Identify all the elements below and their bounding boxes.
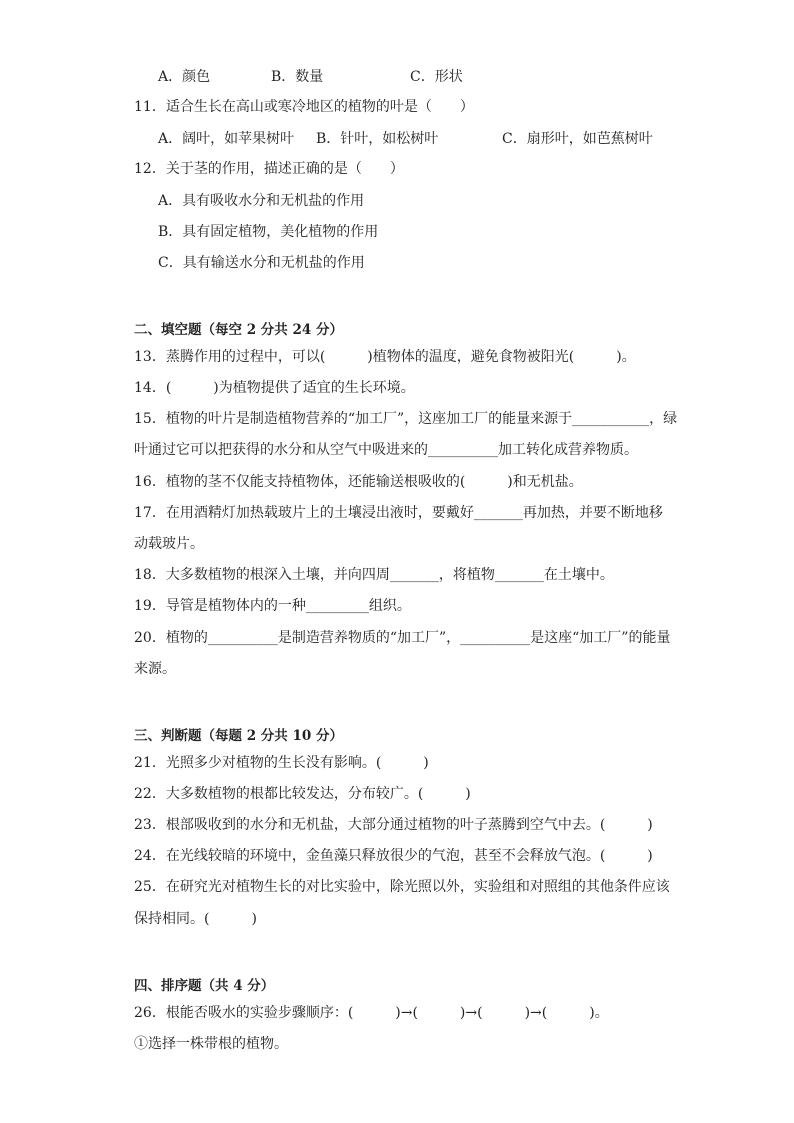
q17-line-1: 17．在用酒精灯加热载玻片上的土壤浸出液时，要戴好_______再加热，并要不断地移 [134, 505, 663, 521]
q22: 22．大多数植物的根都比较发达，分布较广。( ) [134, 786, 471, 802]
q17-line-2: 动载玻片。 [134, 536, 204, 552]
q10-option-c: C．形状 [410, 69, 463, 85]
q20-line-2: 来源。 [134, 661, 176, 677]
q15-line-2: 叶通过它可以把获得的水分和从空气中吸进来的__________加工转化成营养物质。 [134, 442, 638, 458]
q14: 14．( )为植物提供了适宜的生长环境。 [134, 380, 415, 396]
q13: 13．蒸腾作用的过程中，可以( )植物体的温度，避免食物被阳光( )。 [134, 349, 636, 365]
section-title-ordering: 四、排序题（共 4 分） [134, 978, 275, 994]
q18: 18．大多数植物的根深入土壤，并向四周_______，将植物_______在土壤中。 [134, 567, 614, 583]
q23: 23．根部吸收到的水分和无机盐，大部分通过植物的叶子蒸腾到空气中去。( ) [134, 817, 653, 833]
section-title-fill-in: 二、填空题（每空 2 分共 24 分） [134, 322, 343, 338]
q26-step-1: ①选择一株带根的植物。 [134, 1036, 288, 1052]
q10-option-a: A．颜色 [158, 69, 211, 85]
q15-line-1: 15．植物的叶片是制造植物营养的“加工厂”，这座加工厂的能量来源于___________，绿 [134, 411, 678, 427]
q25-line-2: 保持相同。( ) [134, 911, 257, 927]
q24: 24．在光线较暗的环境中，金鱼藻只释放很少的气泡，甚至不会释放气泡。( ) [134, 848, 653, 864]
q11-stem: 11．适合生长在高山或寒冷地区的植物的叶是（ ） [134, 99, 474, 115]
q19: 19．导管是植物体内的一种_________组织。 [134, 598, 411, 614]
section-title-true-false: 三、判断题（每题 2 分共 10 分） [134, 728, 343, 744]
q11-option-b: B．针叶，如松树叶 [316, 131, 439, 147]
q25-line-1: 25．在研究光对植物生长的对比实验中，除光照以外，实验组和对照组的其他条件应该 [134, 879, 670, 895]
q26: 26．根能否吸水的实验步骤顺序：( )→( )→( )→( )。 [134, 1005, 609, 1021]
q11-option-c: C．扇形叶，如芭蕉树叶 [502, 131, 653, 147]
q12-option-a: A．具有吸收水分和无机盐的作用 [158, 193, 365, 209]
q11-option-a: A．阔叶，如苹果树叶 [158, 131, 295, 147]
q12-option-b: B．具有固定植物，美化植物的作用 [158, 224, 379, 240]
q20-line-1: 20．植物的__________是制造营养物质的“加工厂”，__________是这座“加工厂”的能量 [134, 630, 671, 646]
q12-option-c: C．具有输送水分和无机盐的作用 [158, 255, 365, 271]
q12-stem: 12．关于茎的作用，描述正确的是（ ） [134, 161, 404, 177]
q16: 16．植物的茎不仅能支持植物体，还能输送根吸收的( )和无机盐。 [134, 474, 583, 490]
q10-option-b: B．数量 [271, 69, 324, 85]
q21: 21．光照多少对植物的生长没有影响。( ) [134, 755, 429, 771]
